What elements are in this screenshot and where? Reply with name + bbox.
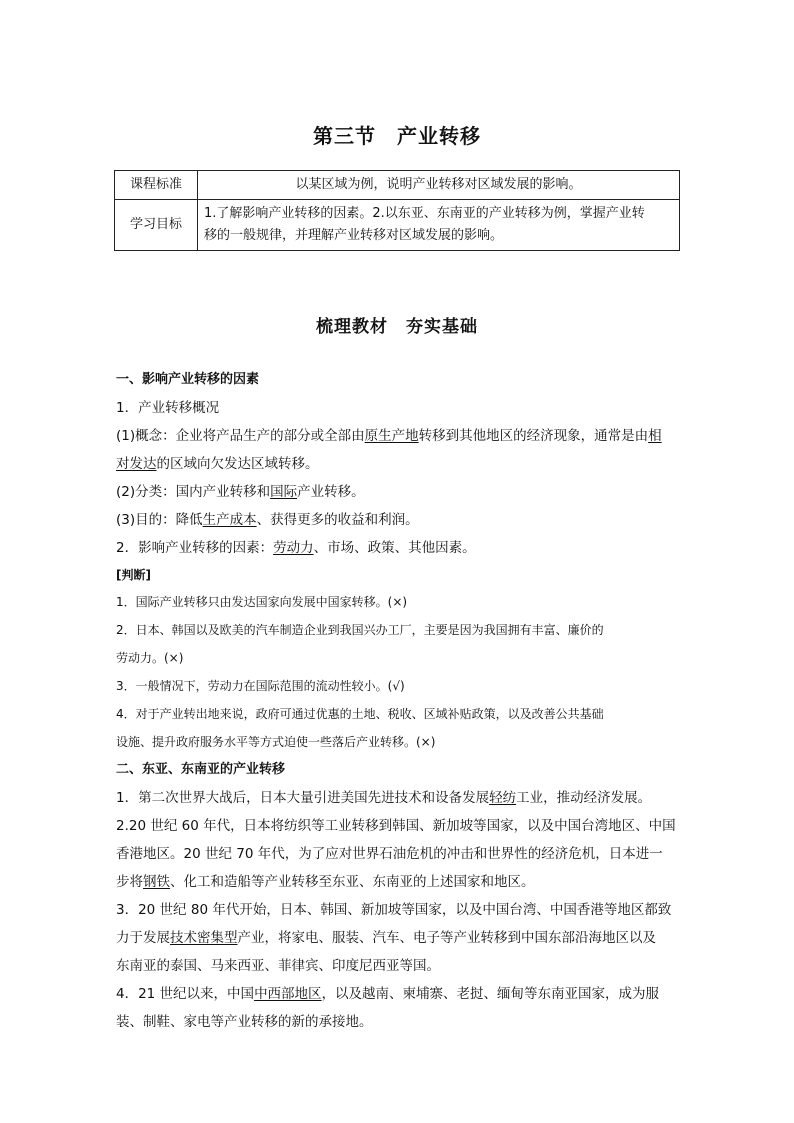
judge-label: [判断]: [116, 568, 151, 582]
subheading-1: 1．产业转移概况: [116, 400, 220, 416]
paragraph-line: [116, 534, 682, 562]
text: 产业转移。: [297, 484, 365, 500]
text: ，以及越南、柬埔寨、老挝、缅甸等东南亚国家，成为服: [321, 986, 660, 1002]
paragraph-line: [116, 422, 682, 450]
underlined-term: 中西部地区: [254, 986, 322, 1002]
paragraph-line: 东南亚的泰国、马来西亚、菲律宾、印度尼西亚等国。: [116, 958, 440, 974]
text: 、市场、政策、其他因素。: [313, 540, 476, 556]
table-value-cell: 以某区域为例，说明产业转移对区域发展的影响。: [198, 171, 680, 200]
table-value-line: 1.了解影响产业转移的因素。2.以东亚、东南亚的产业转移为例，掌握产业转: [204, 206, 645, 221]
underlined-term: 劳动力: [273, 540, 314, 556]
section-title: 梳理教材 夯实基础: [316, 317, 478, 337]
paragraph-line: [116, 478, 682, 506]
text: (3)目的：降低: [116, 512, 203, 528]
text: (1)概念：企业将产品生产的部分或全部由: [116, 428, 365, 444]
underlined-term: 钢铁: [143, 874, 170, 890]
paragraph-line: [116, 450, 682, 478]
judge-item-cont: 劳动力。(×): [116, 651, 184, 665]
judge-item: 4．对于产业转出地来说，政府可通过优惠的土地、税收、区域补贴政策，以及改善公共基础: [116, 707, 604, 721]
paragraph-line: [116, 924, 682, 952]
underlined-term: 技术密集型: [170, 930, 238, 946]
heading-1: 一、影响产业转移的因素: [116, 372, 260, 387]
text: 步将: [116, 874, 143, 890]
heading-2: 二、东亚、东南亚的产业转移: [116, 762, 286, 777]
text: 、化工和造船等产业转移至东亚、东南亚的上述国家和地区。: [170, 874, 535, 890]
judge-item-cont: 设施、提升政府服务水平等方式迫使一些落后产业转移。(×): [116, 735, 436, 749]
table-label-cell: 学习目标: [115, 200, 198, 251]
paragraph-line: [116, 980, 682, 1008]
underlined-term: 对发达: [116, 456, 157, 472]
underlined-term: 生产成本: [202, 512, 257, 528]
page-title: 第三节 产业转移: [313, 124, 481, 148]
table-value-line: 移的一般规律，并理解产业转移对区域发展的影响。: [204, 228, 504, 243]
underlined-term: 国际: [270, 484, 298, 500]
paragraph-line: [116, 506, 682, 534]
paragraph-line: 2.20 世纪 60 年代，日本将纺织等工业转移到韩国、新加坡等国家，以及中国台湾地区、中国: [116, 818, 676, 834]
text: 工业，推动经济发展。: [516, 790, 652, 806]
content-body: [116, 366, 682, 1036]
text: 力于发展: [116, 930, 170, 946]
paragraph-line: [116, 784, 682, 812]
underlined-term: 相: [648, 428, 662, 444]
underlined-term: 原生产地: [364, 428, 419, 444]
text: 、获得更多的收益和利润。: [256, 512, 419, 528]
paragraph-line: 香港地区。20 世纪 70 年代，为了应对世界石油危机的冲击和世界性的经济危机，日本进一: [116, 846, 663, 862]
paragraph-line: [116, 868, 682, 896]
text: 转移到其他地区的经济现象，通常是由: [418, 428, 649, 444]
table-row: [115, 171, 680, 200]
judge-item: 2．日本、韩国以及欧美的汽车制造企业到我国兴办工厂，主要是因为我国拥有丰富、廉价的: [116, 623, 604, 637]
text: (2)分类：国内产业转移和: [116, 484, 271, 500]
table-label-cell: 课程标准: [115, 171, 198, 200]
text: 4．21 世纪以来，中国: [116, 986, 255, 1002]
text: 产业，将家电、服装、汽车、电子等产业转移到中国东部沿海地区以及: [237, 930, 656, 946]
judge-item: 3．一般情况下，劳动力在国际范围的流动性较小。(√): [116, 679, 405, 693]
judge-item: 1．国际产业转移只由发达国家向发展中国家转移。(×): [116, 595, 408, 609]
text: 2．影响产业转移的因素：: [116, 540, 274, 556]
paragraph-line: 装、制鞋、家电等产业转移的新的承接地。: [116, 1014, 373, 1030]
text: 的区域向欠发达区域转移。: [156, 456, 319, 472]
curriculum-table: [114, 170, 680, 251]
paragraph-line: 3．20 世纪 80 年代开始，日本、韩国、新加坡等国家，以及中国台湾、中国香港等地区都致: [116, 902, 672, 918]
underlined-term: 轻纺: [489, 790, 517, 806]
table-value-cell: [198, 200, 680, 251]
table-row: [115, 200, 680, 251]
text: 1．第二次世界大战后，日本大量引进美国先进技术和设备发展: [116, 790, 490, 806]
